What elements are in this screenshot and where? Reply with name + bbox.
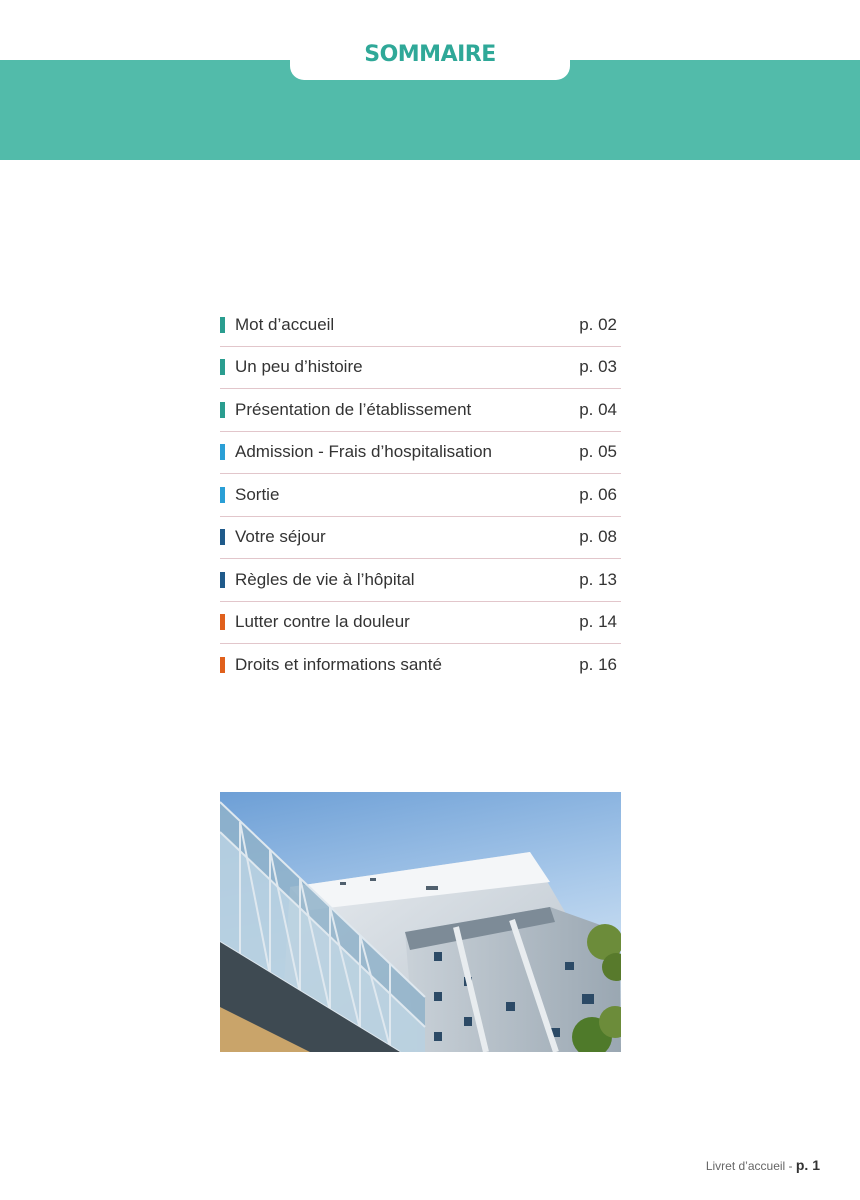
toc-marker	[220, 359, 225, 375]
toc-item[interactable]	[220, 347, 621, 390]
toc-item-label: Votre séjour	[235, 527, 326, 547]
toc-item[interactable]	[220, 559, 621, 602]
toc-item-label: Règles de vie à l’hôpital	[235, 569, 415, 589]
toc-item-page: p. 05	[579, 442, 617, 462]
toc-item-label: Admission - Frais d’hospitalisation	[235, 442, 492, 462]
toc-item-label: Sortie	[235, 484, 280, 504]
toc-item-page: p. 13	[579, 569, 617, 589]
toc-item-page: p. 03	[579, 357, 617, 377]
toc-item-label: Mot d’accueil	[235, 314, 335, 334]
toc-item-page: p. 02	[579, 314, 617, 334]
toc-item-label: Présentation de l’établissement	[235, 399, 472, 419]
table-of-contents	[220, 304, 621, 686]
toc-marker	[220, 444, 225, 460]
toc-item[interactable]	[220, 304, 621, 347]
toc-item[interactable]	[220, 474, 621, 517]
title-tab	[290, 36, 570, 80]
toc-item-page: p. 04	[579, 399, 617, 419]
toc-marker	[220, 614, 225, 630]
toc-item-label: Lutter contre la douleur	[235, 612, 410, 632]
toc-item[interactable]	[220, 517, 621, 560]
page-footer	[706, 1157, 820, 1173]
toc-item-page: p. 14	[579, 612, 617, 632]
toc-marker	[220, 402, 225, 418]
toc-item[interactable]	[220, 644, 621, 686]
toc-marker	[220, 572, 225, 588]
hospital-building-photo	[220, 792, 621, 1052]
toc-marker	[220, 529, 225, 545]
toc-item[interactable]	[220, 602, 621, 645]
toc-item-label: Un peu d’histoire	[235, 357, 363, 377]
toc-item-page: p. 16	[579, 654, 617, 674]
toc-marker	[220, 487, 225, 503]
toc-marker	[220, 657, 225, 673]
toc-item-label: Droits et informations santé	[235, 654, 442, 674]
footer-label: Livret d’accueil -	[705, 1159, 796, 1173]
toc-item[interactable]	[220, 389, 621, 432]
footer-page-number: p. 1	[795, 1157, 820, 1173]
toc-item[interactable]	[220, 432, 621, 475]
toc-marker	[220, 317, 225, 333]
toc-item-page: p. 06	[579, 484, 617, 504]
page-title: SOMMAIRE	[364, 41, 496, 67]
toc-item-page: p. 08	[579, 527, 617, 547]
